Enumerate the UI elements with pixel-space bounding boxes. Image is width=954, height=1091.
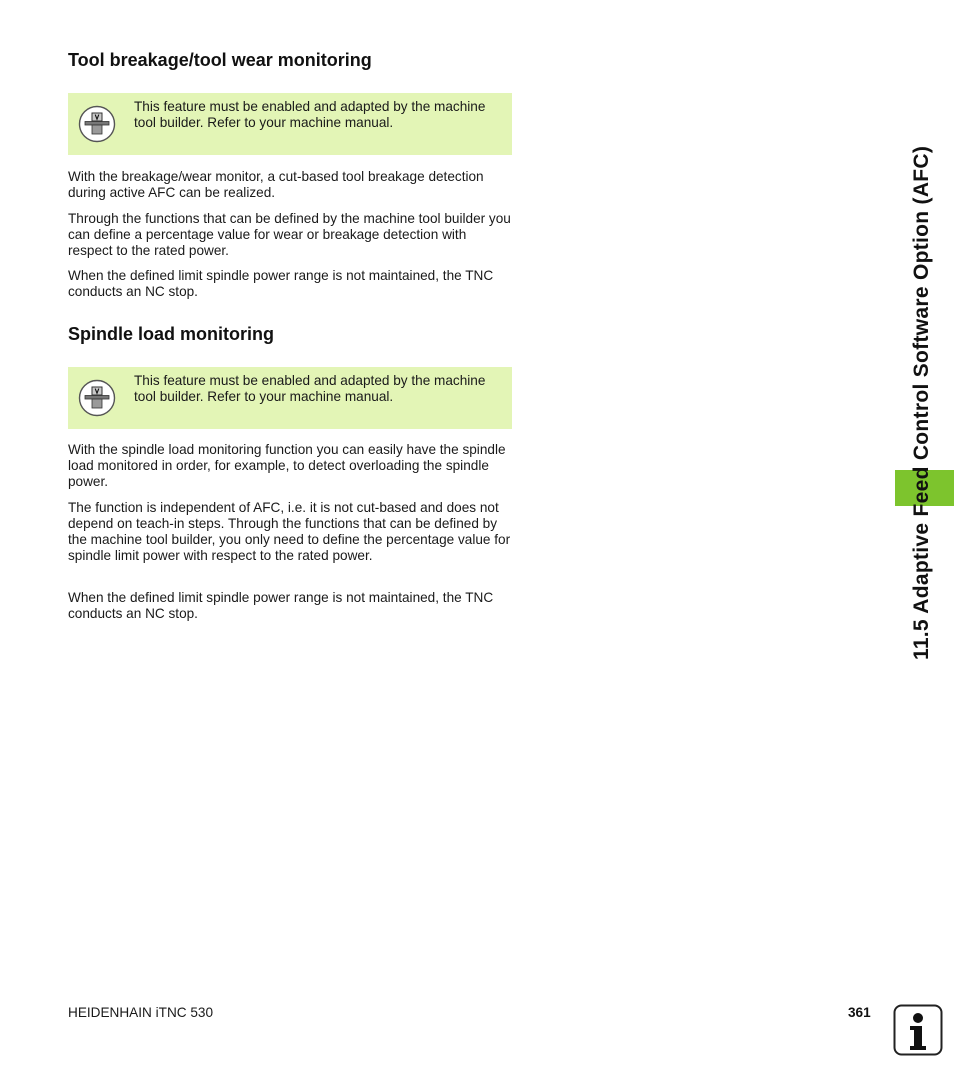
paragraph: When the defined limit spindle power range is not maintained, the TNC conducts an NC stop. — [68, 268, 494, 299]
section-heading-spindle-load: Spindle load monitoring — [68, 324, 274, 344]
paragraph: With the spindle load monitoring function you can easily have the spindle load monitored in order, for example, to detect overloading the spindle power. — [68, 442, 506, 489]
machine-note-box — [68, 367, 512, 429]
paragraph: Through the functions that can be defined by the machine tool builder you can define a percentage value for wear or breakage detection with respect to the rated power. — [68, 211, 511, 258]
machine-note-box — [68, 93, 512, 155]
paragraph: When the defined limit spindle power range is not maintained, the TNC conducts an NC stop. — [68, 590, 494, 621]
note-text: This feature must be enabled and adapted by the machine tool builder. Refer to your machine manual. — [134, 373, 486, 404]
note-text: This feature must be enabled and adapted by the machine tool builder. Refer to your machine manual. — [134, 99, 486, 130]
section-heading-tool-breakage: Tool breakage/tool wear monitoring — [68, 50, 372, 70]
page-number: 361 — [848, 1005, 871, 1020]
machine-manual-icon — [78, 379, 116, 417]
chapter-side-title: 11.5 Adaptive Feed Control Software Option (AFC) — [910, 145, 933, 660]
paragraph: The function is independent of AFC, i.e. it is not cut-based and does not depend on teach-in steps. Through the functions that can be defined by the machine tool builder, you only need to define the percentage value for spindle limit power with respect to the rated power. — [68, 500, 511, 563]
paragraph: With the breakage/wear monitor, a cut-based tool breakage detection during active AFC can be realized. — [68, 169, 484, 200]
info-icon — [893, 1004, 943, 1056]
footer-product: HEIDENHAIN iTNC 530 — [68, 1005, 214, 1020]
machine-manual-icon — [78, 105, 116, 143]
